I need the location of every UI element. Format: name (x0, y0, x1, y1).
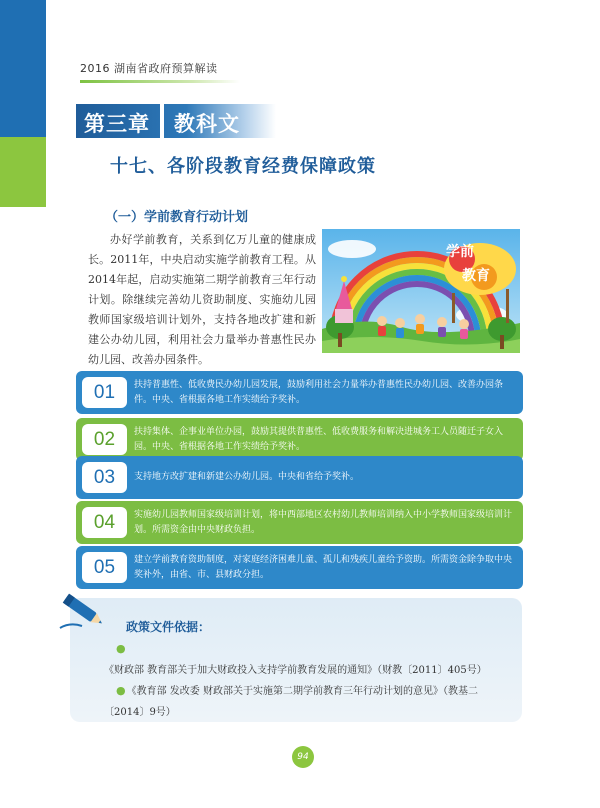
basis-title: 政策文件依据： (126, 620, 211, 634)
basis-item (104, 638, 508, 681)
policy-number-badge: 02 (82, 424, 127, 455)
intro-paragraph: 办好学前教育，关系到亿万儿童的健康成长。2011年，中央启动实施学前教育工程。从2014年起，启动实施第二期学前教育三年行动计划。除继续完善幼儿资助制度、实施幼儿园教师国家级培训计划外，支持各地改扩建和新建公办幼儿园，利用社会力量举办普惠性民办幼儿园、改善办园条件。 (88, 233, 316, 366)
bullet-dot-icon: ● (116, 642, 126, 655)
chapter-number: 第三章 (84, 112, 150, 136)
policy-text: 建立学前教育资助制度，对家庭经济困难儿童、孤儿和残疾儿童给予资助。所需资金除争取中央奖补外，由省、市、县财政分担。 (134, 554, 513, 580)
policy-text: 支持地方改扩建和新建公办幼儿园。中央和省给予奖补。 (134, 472, 360, 482)
running-head: 2016 湖南省政府预算解读 (80, 62, 218, 75)
illustration-sign-line1: 学前 (446, 244, 474, 260)
policy-row-05 (76, 546, 523, 589)
basis-item-text: 《教育部 发改委 财政部关于实施第二期学前教育三年行动计划的意见》（教基二〔2014〕9号） (104, 686, 478, 718)
policy-number-badge: 05 (82, 552, 127, 583)
chapter-divider (160, 104, 164, 138)
policy-row-02 (76, 418, 523, 461)
policy-text: 实施幼儿园教师国家级培训计划，将中西部地区农村幼儿教师培训纳入中小学教师国家级培训计划。所需资金由中央财政负担。 (134, 509, 513, 535)
pen-icon (56, 590, 108, 630)
basis-item (104, 680, 508, 723)
policy-row-03 (76, 456, 523, 499)
side-bar-blue (0, 0, 46, 137)
kids-illustration-graphic (322, 229, 520, 353)
section-title: 十七、各阶段教育经费保障政策 (110, 156, 376, 177)
policy-row-01 (76, 371, 523, 414)
illustration-sign-line2: 教育 (462, 268, 490, 284)
chapter-banner (76, 104, 276, 138)
policy-number-badge: 03 (82, 462, 127, 493)
policy-text: 扶持普惠性、低收费民办幼儿园发展，鼓励利用社会力量举办普惠性民办幼儿园、改善办园条件。中央、省根据各地工作实绩给予奖补。 (134, 379, 504, 405)
bullet-dot-icon: ● (116, 684, 126, 697)
basis-item-text: 《财政部 教育部关于加大财政投入支持学前教育发展的通知》（财教〔2011〕405号） (104, 665, 487, 676)
policy-row-04 (76, 501, 523, 544)
subsection-title: （一）学前教育行动计划 (105, 210, 249, 225)
kids-illustration (322, 229, 520, 353)
policy-text: 扶持集体、企事业单位办园，鼓励其提供普惠性、低收费服务和解决进城务工人员随迁子女入园。中央、省根据各地工作实绩给予奖补。 (134, 426, 504, 452)
page-number: 94 (292, 746, 314, 768)
policy-number-badge: 04 (82, 507, 127, 538)
side-bar-green (0, 137, 46, 207)
chapter-name: 教科文 (174, 112, 240, 136)
policy-number-badge: 01 (82, 377, 127, 408)
header-rule (80, 80, 240, 83)
